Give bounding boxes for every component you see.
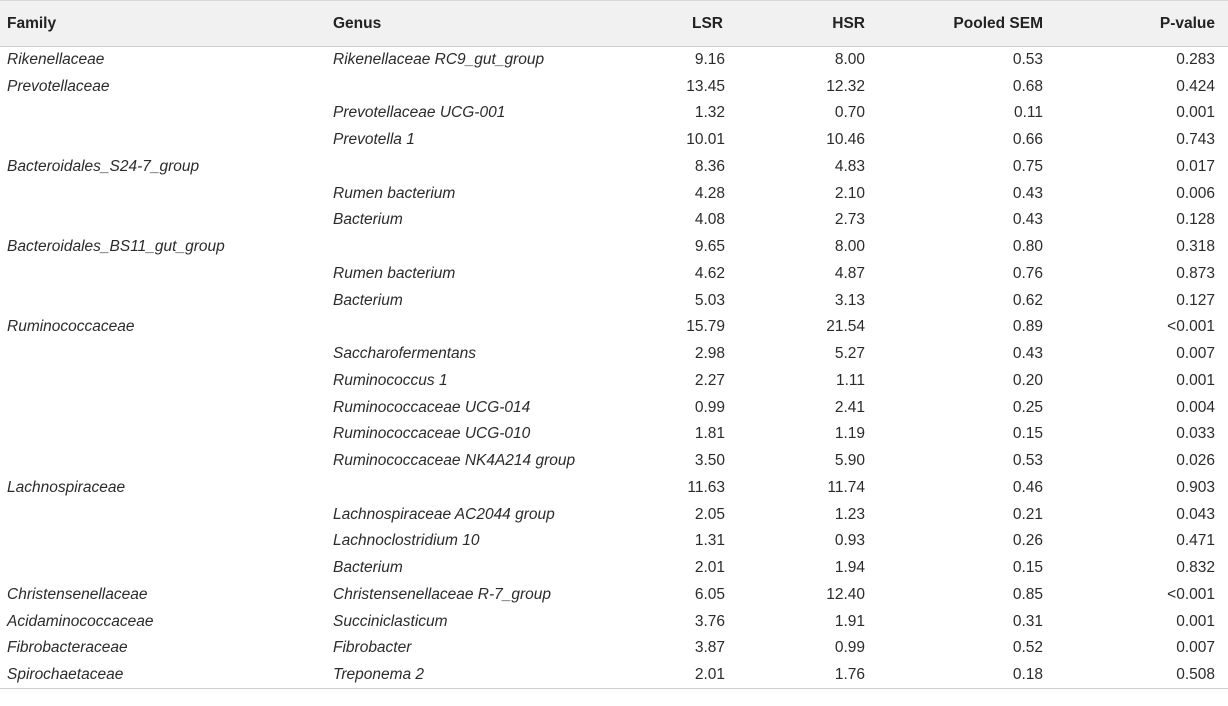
cell-p-value: 0.832 — [1176, 559, 1215, 577]
cell-pooled-sem: 0.68 — [1012, 77, 1043, 95]
cell-p-value: 0.424 — [1176, 77, 1215, 95]
cell-pooled-sem: 0.43 — [1012, 184, 1043, 202]
cell-genus: Rikenellaceae RC9_gut_group — [333, 51, 545, 69]
cell-family: Spirochaetaceae — [0, 662, 327, 689]
cell-pooled-sem: 0.18 — [865, 662, 1043, 689]
cell-p-value: <0.001 — [1167, 318, 1215, 336]
cell-hsr: 2.10 — [834, 184, 865, 202]
cell-genus: Rumen bacterium — [333, 184, 456, 202]
cell-hsr: 1.23 — [834, 505, 865, 523]
table-row — [0, 234, 1228, 261]
table-row — [0, 73, 1228, 100]
cell-lsr: 1.81 — [694, 425, 725, 443]
cell-genus: Treponema 2 — [327, 662, 583, 689]
cell-genus: Bacterium — [333, 291, 403, 309]
table-row — [0, 287, 1228, 314]
cell-lsr: 9.16 — [694, 51, 725, 69]
cell-pooled-sem: 0.52 — [1012, 639, 1043, 657]
cell-genus: Ruminococcaceae UCG-014 — [333, 398, 531, 416]
cell-lsr: 4.62 — [694, 264, 725, 282]
cell-genus: Ruminococcaceae UCG-010 — [333, 425, 531, 443]
cell-family — [0, 287, 327, 314]
cell-genus — [327, 314, 583, 341]
cell-pooled-sem: 0.85 — [1012, 585, 1043, 603]
cell-family — [0, 421, 327, 448]
cell-genus: Ruminococcus 1 — [333, 371, 448, 389]
table-row — [0, 314, 1228, 341]
cell-hsr: 4.87 — [834, 264, 865, 282]
table-row — [0, 100, 1228, 127]
cell-pooled-sem: 0.15 — [1012, 425, 1043, 443]
cell-lsr: 1.31 — [694, 532, 725, 550]
cell-lsr: 2.01 — [694, 559, 725, 577]
cell-p-value: 0.471 — [1176, 532, 1215, 550]
cell-lsr: 3.76 — [694, 612, 725, 630]
cell-p-value: 0.283 — [1176, 51, 1215, 69]
cell-p-value: 0.043 — [1176, 505, 1215, 523]
cell-p-value: 0.903 — [1176, 478, 1215, 496]
cell-lsr: 1.32 — [694, 104, 725, 122]
cell-hsr: 1.94 — [834, 559, 865, 577]
cell-genus: Bacterium — [333, 211, 403, 229]
cell-hsr: 1.19 — [834, 425, 865, 443]
table-row — [0, 448, 1228, 475]
table-row — [0, 582, 1228, 609]
cell-hsr: 11.74 — [827, 478, 865, 496]
table-header — [0, 1, 1228, 47]
cell-p-value: 0.004 — [1176, 398, 1215, 416]
cell-genus: Fibrobacter — [333, 639, 412, 657]
cell-hsr: 3.13 — [834, 291, 865, 309]
cell-genus — [327, 154, 583, 181]
cell-lsr: 10.01 — [686, 131, 725, 149]
cell-pooled-sem: 0.46 — [1012, 478, 1043, 496]
cell-pooled-sem: 0.25 — [1012, 398, 1043, 416]
cell-pooled-sem: 0.11 — [1013, 104, 1043, 122]
cell-hsr: 2.41 — [834, 398, 865, 416]
cell-lsr: 4.28 — [694, 184, 725, 202]
cell-pooled-sem: 0.75 — [1012, 157, 1043, 175]
table-row — [0, 555, 1228, 582]
cell-pooled-sem: 0.26 — [1012, 532, 1043, 550]
header-hsr: HSR — [725, 1, 865, 47]
cell-family — [0, 180, 327, 207]
cell-lsr: 8.36 — [694, 157, 725, 175]
cell-family — [0, 555, 327, 582]
cell-pooled-sem: 0.43 — [1012, 345, 1043, 363]
cell-lsr: 11.63 — [687, 478, 725, 496]
cell-hsr: 1.91 — [834, 612, 865, 630]
cell-family: Bacteroidales_BS11_gut_group — [7, 238, 225, 256]
cell-genus: Lachnospiraceae AC2044 group — [333, 505, 555, 523]
cell-p-value: <0.001 — [1167, 585, 1215, 603]
cell-p-value: 0.127 — [1176, 291, 1215, 309]
table-row — [0, 394, 1228, 421]
cell-genus — [327, 73, 583, 100]
cell-lsr: 13.45 — [686, 77, 725, 95]
cell-genus — [327, 234, 583, 261]
table-row — [0, 341, 1228, 368]
cell-pooled-sem: 0.53 — [1012, 452, 1043, 470]
cell-family — [0, 100, 327, 127]
cell-hsr: 5.27 — [834, 345, 865, 363]
cell-pooled-sem: 0.89 — [1012, 318, 1043, 336]
header-p-value: P-value — [1043, 1, 1228, 47]
table-row — [0, 261, 1228, 288]
cell-pooled-sem: 0.80 — [1012, 238, 1043, 256]
cell-hsr: 8.00 — [834, 238, 865, 256]
cell-pooled-sem: 0.53 — [1012, 51, 1043, 69]
cell-hsr: 10.46 — [826, 131, 865, 149]
cell-p-value: 0.006 — [1176, 184, 1215, 202]
cell-p-value: 0.017 — [1176, 157, 1215, 175]
cell-genus: Prevotellaceae UCG-001 — [333, 104, 506, 122]
cell-p-value: 0.007 — [1176, 345, 1215, 363]
cell-lsr: 0.99 — [694, 398, 725, 416]
cell-family: Lachnospiraceae — [7, 478, 126, 496]
cell-family — [0, 341, 327, 368]
cell-family: Acidaminococcaceae — [7, 612, 154, 630]
cell-pooled-sem: 0.15 — [1012, 559, 1043, 577]
header-lsr: LSR — [583, 1, 725, 47]
table-row — [0, 528, 1228, 555]
cell-hsr: 21.54 — [826, 318, 865, 336]
cell-genus: Succiniclasticum — [333, 612, 448, 630]
cell-family — [0, 501, 327, 528]
cell-family: Ruminococcaceae — [7, 318, 135, 336]
cell-hsr: 1.11 — [835, 371, 865, 389]
cell-p-value: 0.508 — [1043, 662, 1228, 689]
cell-lsr: 2.05 — [694, 505, 725, 523]
cell-family — [0, 394, 327, 421]
cell-genus: Prevotella 1 — [333, 131, 415, 149]
cell-p-value: 0.001 — [1176, 104, 1215, 122]
cell-pooled-sem: 0.62 — [1012, 291, 1043, 309]
cell-genus: Christensenellaceae R-7_group — [333, 585, 551, 603]
header-pooled-sem: Pooled SEM — [865, 1, 1043, 47]
cell-hsr: 5.90 — [834, 452, 865, 470]
cell-family: Christensenellaceae — [7, 585, 148, 603]
table-row — [0, 207, 1228, 234]
table-row — [0, 180, 1228, 207]
table-row — [0, 127, 1228, 154]
cell-p-value: 0.318 — [1176, 238, 1215, 256]
table-row — [0, 47, 1228, 74]
cell-lsr: 3.87 — [694, 639, 725, 657]
header-genus: Genus — [327, 1, 583, 47]
table-row — [0, 154, 1228, 181]
cell-pooled-sem: 0.43 — [1012, 211, 1043, 229]
header-row — [0, 1, 1228, 47]
cell-family — [0, 448, 327, 475]
cell-p-value: 0.128 — [1176, 211, 1215, 229]
cell-p-value: 0.873 — [1176, 264, 1215, 282]
cell-family — [0, 368, 327, 395]
cell-lsr: 9.65 — [694, 238, 725, 256]
cell-family: Fibrobacteraceae — [7, 639, 128, 657]
cell-lsr: 3.50 — [694, 452, 725, 470]
cell-pooled-sem: 0.31 — [1012, 612, 1043, 630]
cell-genus: Bacterium — [333, 559, 403, 577]
cell-p-value: 0.001 — [1176, 612, 1215, 630]
cell-p-value: 0.026 — [1176, 452, 1215, 470]
cell-hsr: 12.40 — [826, 585, 865, 603]
cell-family: Prevotellaceae — [7, 77, 110, 95]
cell-family — [0, 207, 327, 234]
header-family: Family — [0, 1, 327, 47]
cell-hsr: 4.83 — [834, 157, 865, 175]
cell-genus: Saccharofermentans — [333, 345, 477, 363]
cell-family — [0, 127, 327, 154]
cell-pooled-sem: 0.66 — [1012, 131, 1043, 149]
table-row — [0, 421, 1228, 448]
cell-hsr: 1.76 — [725, 662, 865, 689]
cell-lsr: 4.08 — [694, 211, 725, 229]
cell-pooled-sem: 0.20 — [1012, 371, 1043, 389]
cell-lsr: 2.98 — [694, 345, 725, 363]
cell-lsr: 2.01 — [583, 662, 725, 689]
cell-lsr: 2.27 — [694, 371, 725, 389]
cell-hsr: 8.00 — [834, 51, 865, 69]
table-row — [0, 635, 1228, 662]
cell-genus: Ruminococcaceae NK4A214 group — [333, 452, 576, 470]
cell-hsr: 0.70 — [834, 104, 865, 122]
table-row — [0, 475, 1228, 502]
cell-genus — [327, 475, 583, 502]
table-body — [0, 47, 1228, 689]
cell-genus: Rumen bacterium — [333, 264, 456, 282]
cell-family: Bacteroidales_S24-7_group — [7, 157, 200, 175]
cell-hsr: 0.93 — [834, 532, 865, 550]
table-row — [0, 368, 1228, 395]
cell-p-value: 0.033 — [1176, 425, 1215, 443]
table-row — [0, 662, 1228, 689]
cell-hsr: 0.99 — [834, 639, 865, 657]
cell-p-value: 0.743 — [1176, 131, 1215, 149]
cell-hsr: 2.73 — [834, 211, 865, 229]
cell-lsr: 15.79 — [686, 318, 725, 336]
cell-family: Rikenellaceae — [7, 51, 105, 69]
cell-p-value: 0.001 — [1176, 371, 1215, 389]
cell-hsr: 12.32 — [826, 77, 865, 95]
cell-family — [0, 261, 327, 288]
cell-lsr: 5.03 — [694, 291, 725, 309]
cell-pooled-sem: 0.76 — [1012, 264, 1043, 282]
cell-lsr: 6.05 — [694, 585, 725, 603]
cell-family — [0, 528, 327, 555]
cell-p-value: 0.007 — [1176, 639, 1215, 657]
table-row — [0, 501, 1228, 528]
table-row — [0, 608, 1228, 635]
cell-genus: Lachnoclostridium 10 — [333, 532, 480, 550]
cell-pooled-sem: 0.21 — [1012, 505, 1043, 523]
